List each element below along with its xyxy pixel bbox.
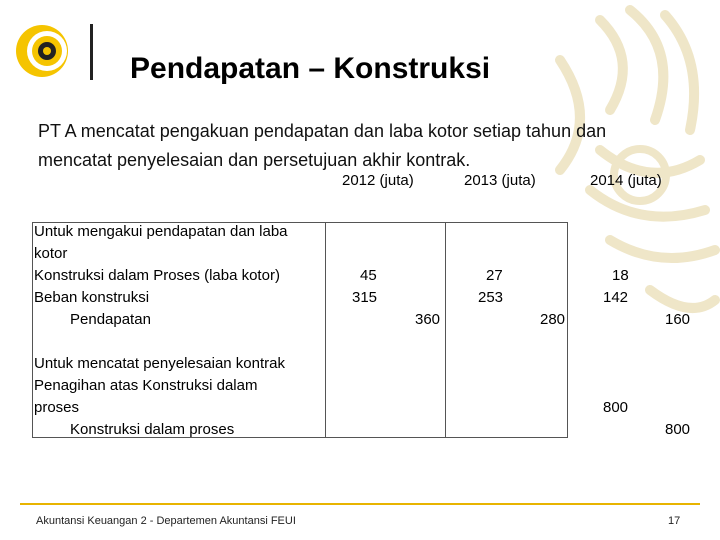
value-2013-r3: 280 [540, 311, 566, 328]
value-2013-r1: 27 [486, 267, 503, 284]
footer-text: Akuntansi Keuangan 2 - Departemen Akuntansi FEUI [36, 515, 296, 527]
value-2012-r3: 360 [415, 311, 441, 328]
page-title: Pendapatan – Konstruksi [130, 52, 491, 85]
value-2013-r2: 253 [478, 289, 504, 306]
value-2012-r2: 315 [352, 289, 378, 306]
page-number: 17 [668, 515, 681, 527]
section1-heading-line1: Untuk mengakui pendapatan dan laba [34, 223, 288, 240]
table-border-2013-col [446, 222, 568, 438]
header-2014: 2014 (juta) [590, 172, 662, 189]
row-penagihan-line1: Penagihan atas Konstruksi dalam [34, 377, 258, 394]
value-2014-r3: 160 [665, 311, 691, 328]
university-logo [14, 22, 70, 80]
row-konstruksi-dalam-proses: Konstruksi dalam Proses (laba kotor) [34, 267, 280, 284]
value-2014-r1: 18 [612, 267, 629, 284]
row-penagihan-line2: proses [34, 399, 80, 416]
row-beban-konstruksi: Beban konstruksi [34, 289, 150, 306]
section1-heading-line2: kotor [34, 245, 68, 262]
value-2014-debit: 800 [603, 399, 629, 416]
row-konstruksi-dalam-proses-credit: Konstruksi dalam proses [70, 421, 235, 438]
section2-heading: Untuk mencatat penyelesaian kontrak [34, 355, 285, 372]
value-2014-credit: 800 [665, 421, 691, 438]
value-2012-r1: 45 [360, 267, 377, 284]
intro-paragraph: PT A mencatat pengakuan pendapatan dan laba kotor setiap tahun dan mencatat penyelesaian dan persetujuan akhir kontrak. [38, 121, 607, 170]
header-2012: 2012 (juta) [342, 172, 414, 189]
footer-divider [20, 503, 700, 505]
title-divider [90, 24, 93, 80]
table-border-2012-col [326, 222, 446, 438]
value-2014-r2: 142 [603, 289, 629, 306]
header-2013: 2013 (juta) [464, 172, 536, 189]
row-pendapatan: Pendapatan [70, 311, 151, 328]
